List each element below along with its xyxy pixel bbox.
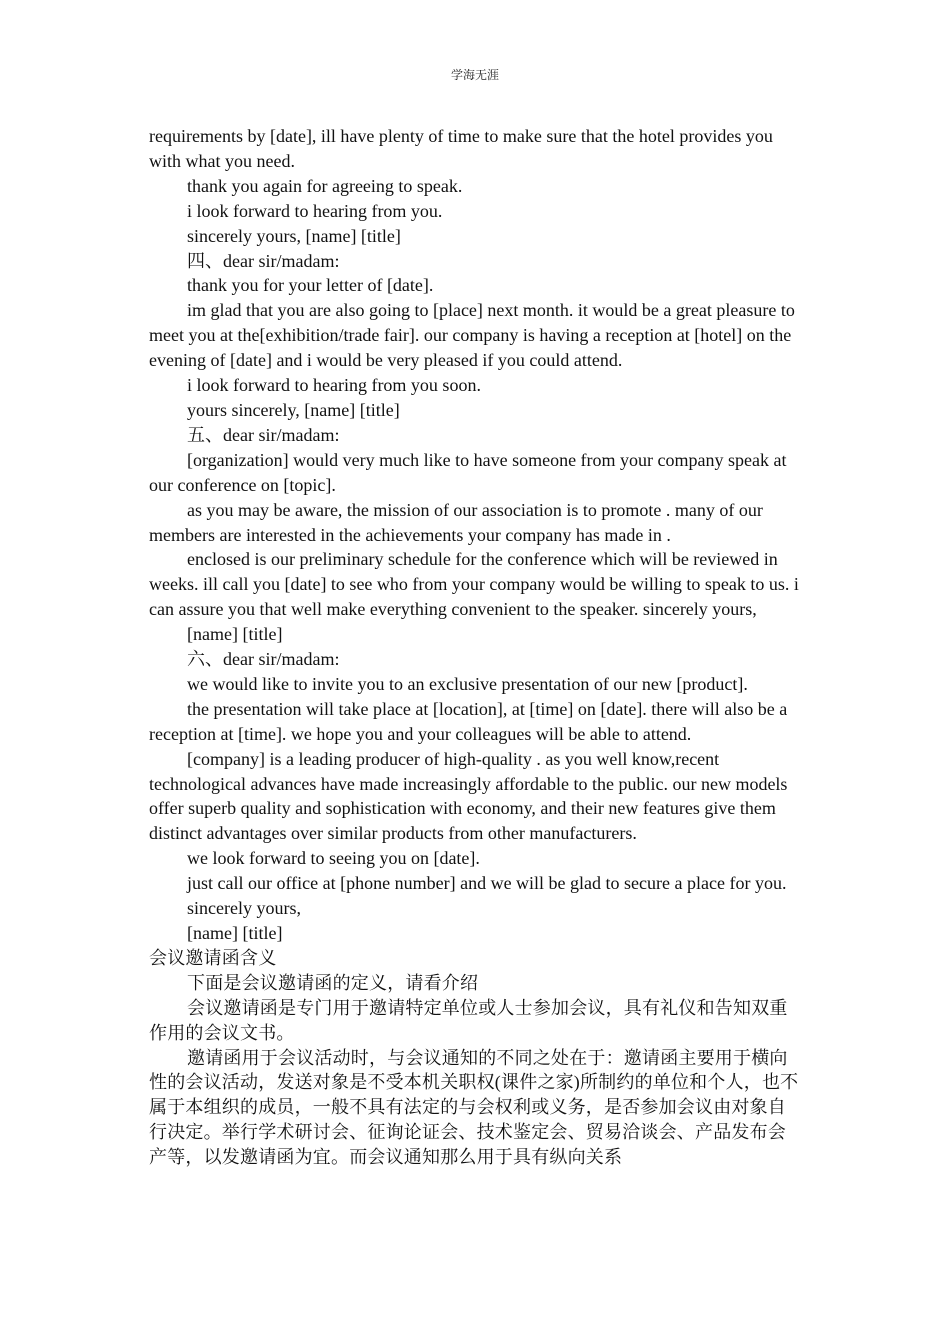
paragraph-0: requirements by [date], ill have plenty of time to make sure that the hotel provides you with what you need. [149,126,773,171]
paragraph-22: 会议邀请函含义 [149,947,277,968]
paragraph-6: im glad that you are also going to [place] next month. it would be a great pleasure to meet you at the[exhibition/trade fair]. our company is having a reception at [hotel] on the evening of [date] and i would be very pleased if you could attend. [149,300,795,371]
paragraph-5: thank you for your letter of [date]. [187,275,434,296]
paragraph-25: 邀请函用于会议活动时，与会议通知的不同之处在于：邀请函主要用于横向性的会议活动，发送对象是不受本机关职权(课件之家)所制约的单位和个人，也不属于本组织的成员，一般不具有法定的与会权利或义务，是否参加会议由对象自行决定。举行学术研讨会、征询论证会、技术鉴定会、贸易洽谈会、产品发布会产等，以发邀请函为宜。而会议通知那么用于具有纵向关系 [149,1047,799,1168]
paragraph-8: yours sincerely, [name] [title] [187,399,400,420]
paragraph-13: [name] [title] [187,624,283,645]
paragraph-11: as you may be aware, the mission of our association is to promote . many of our members are interested in the achievements your company has made in . [149,499,763,545]
paragraph-14: 六、dear sir/madam: [187,649,340,670]
paragraph-20: sincerely yours, [187,898,301,919]
document-body [149,124,801,1170]
paragraph-19: just call our office at [phone number] and we will be glad to secure a place for you. [187,873,787,894]
paragraph-1: thank you again for agreeing to speak. [187,175,463,196]
paragraph-16: the presentation will take place at [location], at [time] on [date]. there will also be a reception at [time]. we hope you and your colleagues will be able to attend. [149,698,788,744]
paragraph-15: we would like to invite you to an exclusive presentation of our new [product]. [187,673,748,694]
page-header: 学海无涯 [450,68,499,82]
paragraph-24: 会议邀请函是专门用于邀请特定单位或人士参加会议，具有礼仪和告知双重作用的会议文书。 [149,997,788,1043]
paragraph-18: we look forward to seeing you on [date]. [187,848,480,869]
paragraph-3: sincerely yours, [name] [title] [187,225,401,246]
paragraph-4: 四、dear sir/madam: [187,250,340,271]
paragraph-23: 下面是会议邀请函的定义，请看介绍 [187,972,479,993]
paragraph-10: [organization] would very much like to have someone from your company speak at our conference on [topic]. [149,449,787,495]
paragraph-21: [name] [title] [187,923,283,943]
paragraph-12: enclosed is our preliminary schedule for the conference which will be reviewed in weeks. ill call you [date] to see who from your company would be willing to speak to us. i can assure you that well make everything convenient to the speaker. sincerely yours, [149,549,799,620]
paragraph-17: [company] is a leading producer of high-quality . as you well know,recent technological advances have made increasingly affordable to the public. our new models offer superb quality and sophistication with economy, and their new features give them distinct advantages over similar products from other manufacturers. [149,748,788,844]
paragraph-7: i look forward to hearing from you soon. [187,375,481,396]
paragraph-2: i look forward to hearing from you. [187,200,443,221]
paragraph-9: 五、dear sir/madam: [187,424,340,445]
